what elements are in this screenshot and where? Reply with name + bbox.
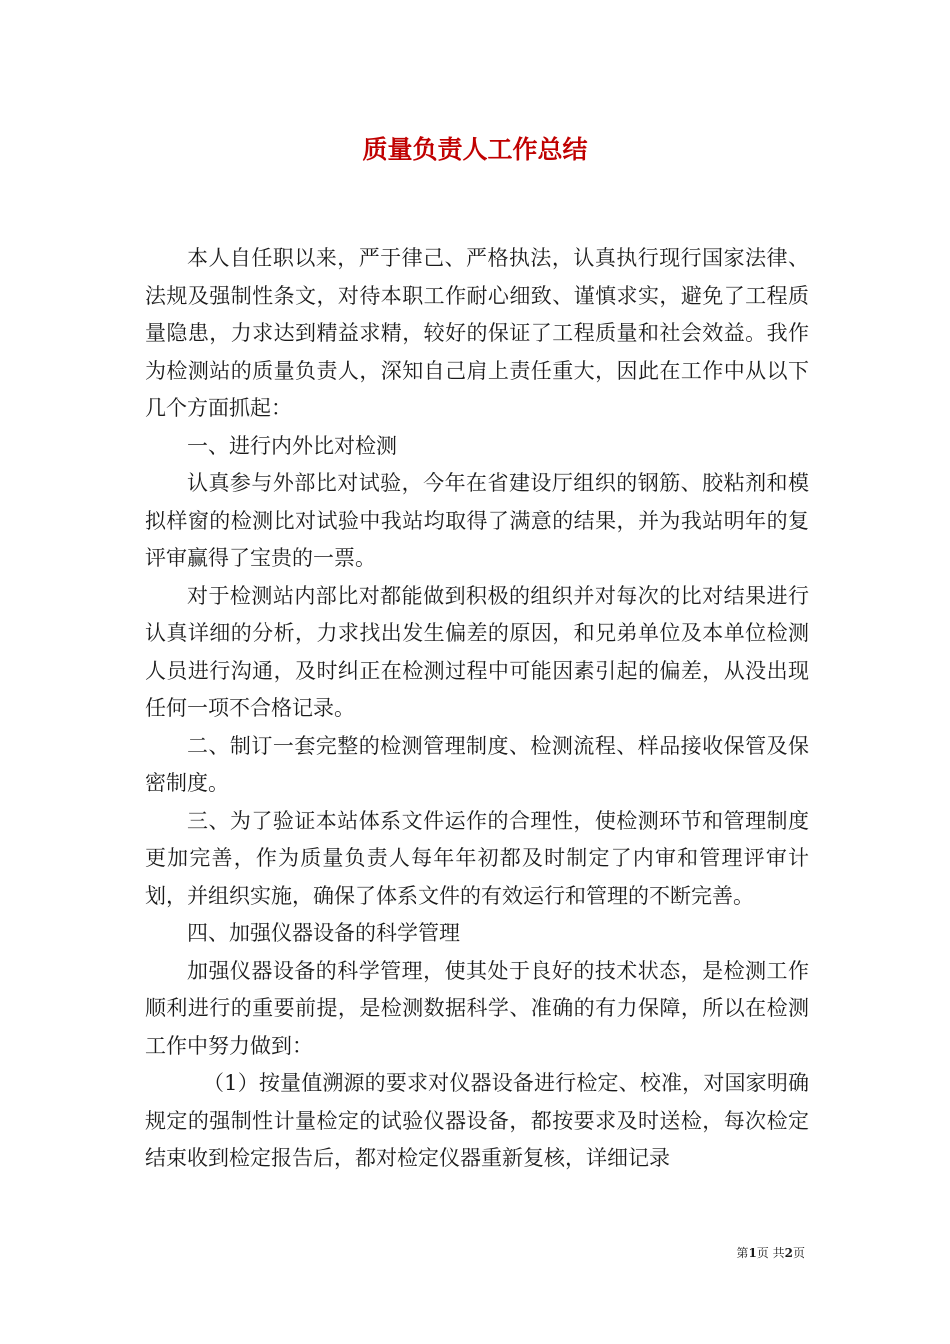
page-number bbox=[736, 1245, 805, 1261]
section-heading-3: 三、为了验证本站体系文件运作的合理性，使检测环节和管理制度更加完善，作为质量负责人每年年初都及时制定了内审和管理评审计划，并组织实施，确保了体系文件的有效运行和管理的不断完善。 bbox=[145, 808, 809, 908]
page-title: 质量负责人工作总结 bbox=[362, 135, 588, 164]
document-body bbox=[145, 240, 809, 1178]
paragraph-external-comparison: 认真参与外部比对试验，今年在省建设厅组织的钢筋、胶粘剂和模拟样窗的检测比对试验中我站均取得了满意的结果，并为我站明年的复评审赢得了宝贵的一票。 bbox=[145, 471, 809, 570]
section-heading-1: 一、进行内外比对检测 bbox=[187, 433, 397, 458]
section-heading-4: 四、加强仪器设备的科学管理 bbox=[187, 921, 460, 945]
paragraph-internal-comparison: 对于检测站内部比对都能做到积极的组织并对每次的比对结果进行认真详细的分析，力求找出发生偏差的原因，和兄弟单位及本单位检测人员进行沟通，及时纠正在检测过程中可能因素引起的偏差，从没出现任何一项不合格记录。 bbox=[145, 583, 809, 720]
paragraph-intro: 本人自任职以来，严于律己、严格执法，认真执行现行国家法律、法规及强制性条文，对待本职工作耐心细致、谨慎求实，避免了工程质量隐患，力求达到精益求精，较好的保证了工程质量和社会效益。我作为检测站的质量负责人，深知自己肩上责任重大，因此在工作中从以下几个方面抓起： bbox=[145, 246, 809, 420]
page-suffix: 页 bbox=[792, 1246, 805, 1260]
total-pages-number: 2 bbox=[784, 1246, 793, 1260]
list-item-1: （1）按量值溯源的要求对仪器设备进行检定、校准，对国家明确规定的强制性计量检定的试验仪器设备，都按要求及时送检，每次检定结束收到检定报告后，都对检定仪器重新复核，详细记录 bbox=[145, 1071, 809, 1170]
current-page-number: 1 bbox=[748, 1246, 757, 1260]
page-middle: 页 共 bbox=[756, 1246, 785, 1260]
paragraph-equipment-management: 加强仪器设备的科学管理，使其处于良好的技术状态，是检测工作顺利进行的重要前提，是检测数据科学、准确的有力保障，所以在检测工作中努力做到： bbox=[145, 958, 809, 1058]
page-prefix: 第 bbox=[736, 1246, 749, 1260]
section-heading-2: 二、制订一套完整的检测管理制度、检测流程、样品接收保管及保密制度。 bbox=[145, 733, 809, 795]
